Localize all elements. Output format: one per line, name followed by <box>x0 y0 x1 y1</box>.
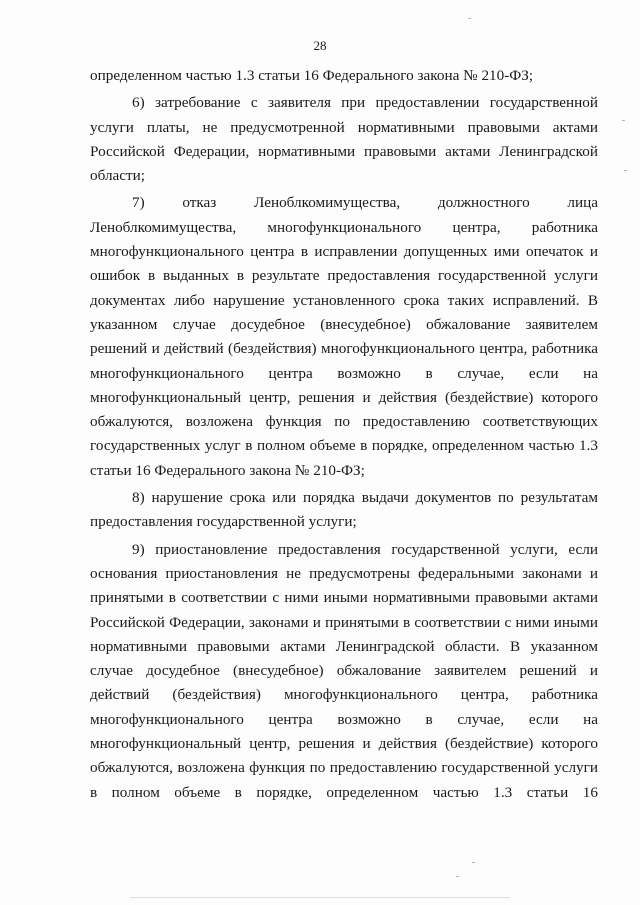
text-line: многофункциональный центр, решения и действия (бездействие) которого <box>90 388 598 406</box>
text-line: обжалуются, возложена функция по предоставлению государственной услуги <box>90 759 598 777</box>
text-line: 9) приостановление предоставления государственной услуги, если <box>132 540 598 558</box>
text-line: 7) отказ Леноблкомимущества, должностного лица <box>132 194 598 212</box>
text-line: Российской Федерации, законами и принятыми в соответствии с ними иными <box>90 613 598 631</box>
text-line: ошибок в выданных в результате предоставления государственной услуги <box>90 267 598 285</box>
text-line: многофункционального центра в исправлении допущенных ими опечаток и <box>90 243 598 261</box>
text-line: статьи 16 Федерального закона № 210-ФЗ; <box>90 461 365 479</box>
text-line: области; <box>90 167 145 185</box>
text-line: многофункционального центра возможно в случае, если на <box>90 710 598 728</box>
text-line: случае досудебное (внесудебное) обжалование заявителем решений и <box>90 662 598 680</box>
text-line: решений и действий (бездействия) многофункционального центра, работника <box>90 340 598 358</box>
scan-artifact <box>456 876 459 877</box>
text-line: предоставления государственной услуги; <box>90 513 357 531</box>
text-line: государственных услуг в полном объеме в порядке, определенном частью 1.3 <box>90 437 598 455</box>
scan-artifact <box>472 862 475 863</box>
text-line: услуги платы, не предусмотренной нормативными правовыми актами <box>90 118 598 136</box>
text-line: принятыми в соответствии с ними иными нормативными правовыми актами <box>90 589 598 607</box>
text-line: нормативными правовыми актами Ленинградской области. В указанном <box>90 637 598 655</box>
scan-edge-line <box>130 897 510 898</box>
text-line: Российской Федерации, нормативными правовыми актами Ленинградской <box>90 142 598 160</box>
text-line: Леноблкомимущества, многофункционального центра, работника <box>90 218 598 236</box>
text-line: обжалуются, возложена функция по предоставлению соответствующих <box>90 413 598 431</box>
page-number: 28 <box>313 38 327 53</box>
text-line: документах либо нарушение установленного срока таких исправлений. В <box>90 291 598 309</box>
text-line: основания приостановления не предусмотрены федеральными законами и <box>90 564 598 582</box>
text-line: многофункциональный центр, решения и действия (бездействие) которого <box>90 735 598 753</box>
text-line: действий (бездействия) многофункционального центра, работника <box>90 686 598 704</box>
text-line: 6) затребование с заявителя при предоставлении государственной <box>132 94 598 112</box>
text-line: многофункционального центра возможно в случае, если на <box>90 364 598 382</box>
text-line: определенном частью 1.3 статьи 16 Федерального закона № 210-ФЗ; <box>90 67 534 84</box>
text-line: указанном случае досудебное (внесудебное) обжалование заявителем <box>90 315 598 333</box>
scan-artifact <box>622 120 625 121</box>
scan-artifact <box>624 170 627 171</box>
body-text <box>90 64 598 805</box>
text-line: 8) нарушение срока или порядка выдачи документов по результатам <box>132 489 598 507</box>
scan-artifact <box>468 18 471 19</box>
text-line: в полном объеме в порядке, определенном частью 1.3 статьи 16 <box>90 783 598 801</box>
